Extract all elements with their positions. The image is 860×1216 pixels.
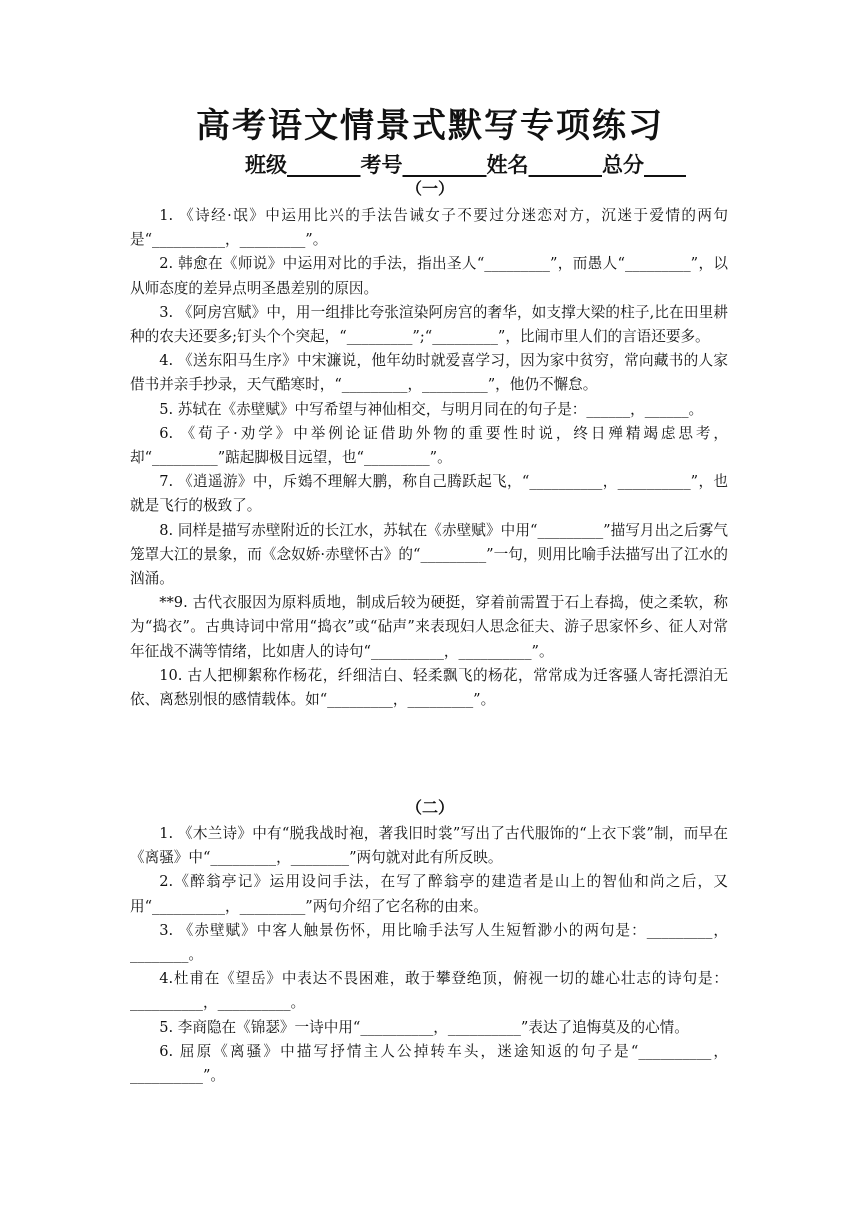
question-item: 2. 韩愈在《师说》中运用对比的手法，指出圣人“_________”，而愚人“_________”，以从师态度的差异点明圣愚差别的原因。 [130, 255, 728, 297]
page-title: 高考语文情景式默写专项练习 [196, 106, 664, 146]
question-item: 3. 《阿房宫赋》中，用一组排比夸张渲染阿房宫的奢华，如支撑大梁的柱子,比在田里耕种的农夫还要多;钉头个个突起，“_________”;“_________”，比闹市里人们的言语还要多。 [130, 303, 728, 346]
question-item: 6. 《荀子·劝学》中举例论证借助外物的重要性时说，终日殚精竭虑思考，却“_________”踮起脚极目远望，也“_________”。 [130, 424, 728, 467]
question-item: 5. 苏轼在《赤壁赋》中写希望与神仙相交，与明月同在的句子是：______，______。 [159, 400, 704, 418]
section-heading-2: （二） [405, 798, 454, 817]
section-2-items [130, 822, 728, 1088]
question-item: 7. 《逍遥游》中，斥鴳不理解大鹏，称自己腾跃起飞，“__________，__________”，也就是飞行的极致了。 [130, 473, 728, 515]
question-item: 4.杜甫在《望岳》中表达不畏困难，敢于攀登绝顶，俯视一切的雄心壮志的诗句是：__________，__________。 [130, 970, 728, 1012]
question-item: 10. 古人把柳絮称作杨花，纤细洁白、轻柔飘飞的杨花，常常成为迁客骚人寄托漂泊无依、离愁别恨的感情载体。如“_________，_________”。 [130, 666, 728, 709]
question-item: 5. 李商隐在《锦瑟》一诗中用“__________，__________”表达了追悔莫及的心情。 [159, 1018, 689, 1036]
question-item: 1. 《木兰诗》中有“脱我战时袍，著我旧时裳”写出了古代服饰的“上衣下裳”制，而早在《离骚》中“_________，________”两句就对此有所反映。 [130, 825, 728, 867]
section-heading-1: （一） [405, 179, 454, 198]
question-item: 4. 《送东阳马生序》中宋濂说，他年幼时就爱喜学习，因为家中贫穷，常向藏书的人家借书并亲手抄录，天气酷寒时，“_________，_________”，他仍不懈怠。 [130, 352, 728, 394]
question-item: 6. 屈原《离骚》中描写抒情主人公掉转车头，迷途知返的句子是“__________，__________”。 [130, 1042, 728, 1085]
student-info-line: 班级_______考号________姓名_______总分____ [245, 153, 686, 177]
section-1-items [130, 204, 728, 712]
question-item: 8. 同样是描写赤壁附近的长江水，苏轼在《赤壁赋》中用“_________”描写月出之后雾气笼罩大江的景象，而《念奴娇·赤壁怀古》的“_________”一句，则用比喻手法描写出了江水的汹涌。 [130, 521, 728, 588]
question-item: 1. 《诗经·氓》中运用比兴的手法告诫女子不要过分迷恋对方，沉迷于爱情的两句是“__________，_________”。 [130, 207, 728, 249]
question-item: 2.《醉翁亭记》运用设问手法，在写了醉翁亭的建造者是山上的智仙和尚之后，又用“__________，_________”两句介绍了它名称的由来。 [130, 873, 728, 915]
question-item: **9. 古代衣服因为原料质地，制成后较为硬挺，穿着前需置于石上春捣，使之柔软，称为“捣衣”。古典诗词中常用“捣衣”或“砧声”来表现妇人思念征夫、游子思家怀乡、征人对常年征战不满等情绪，比如唐人的诗句“__________，__________”。 [130, 594, 728, 660]
question-item: 3. 《赤壁赋》中客人触景伤怀，用比喻手法写人生短暂渺小的两句是：_________，________。 [130, 921, 728, 964]
